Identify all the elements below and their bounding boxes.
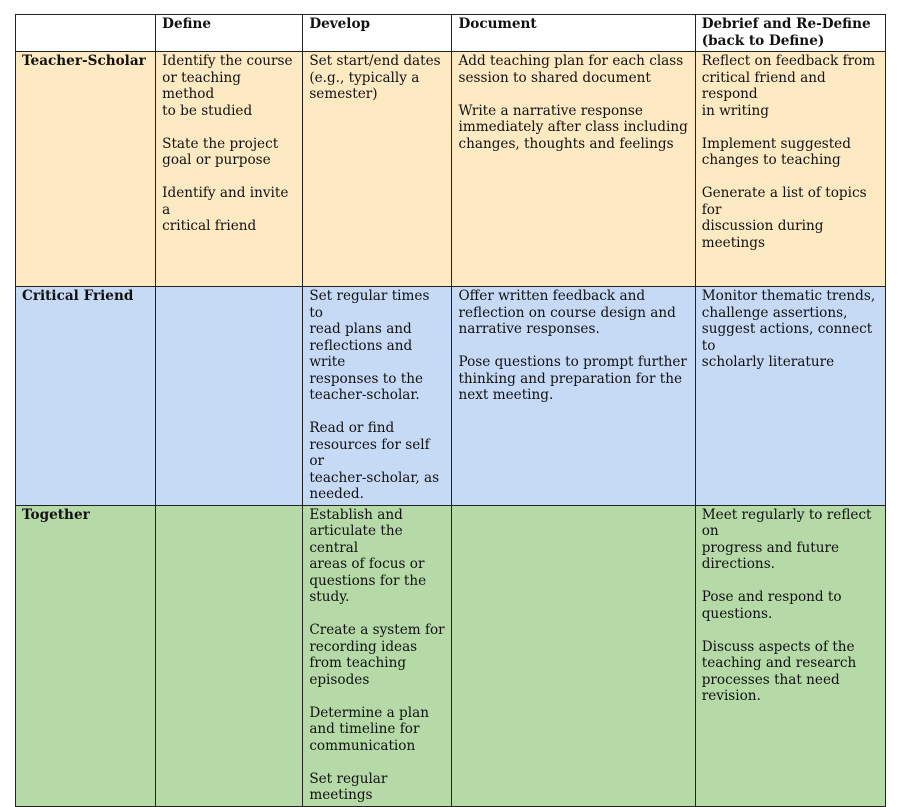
cell-together-debrief: Meet regularly to reflect on progress and future directions. Pose and respond to questions. Discuss aspects of the teaching and research processes that need revision. [695, 505, 885, 806]
cell-together-define [156, 505, 303, 806]
table-row-teacher-scholar [16, 52, 886, 287]
cell-teacher-scholar-document: Add teaching plan for each class session to shared document Write a narrative response immediately after class including changes, thoughts and feelings [452, 52, 695, 287]
cell-critical-friend-define [156, 287, 303, 506]
header-develop: Develop [303, 15, 452, 52]
cell-teacher-scholar-define: Identify the course or teaching method to be studied State the project goal or purpose Identify and invite a critical friend [156, 52, 303, 287]
table-row-critical-friend [16, 287, 886, 506]
row-label-together: Together [16, 505, 156, 806]
row-label-teacher-scholar: Teacher-Scholar [16, 52, 156, 287]
cell-together-document [452, 505, 695, 806]
cell-critical-friend-debrief: Monitor thematic trends, challenge assertions, suggest actions, connect to scholarly literature [695, 287, 885, 506]
header-document: Document [452, 15, 695, 52]
header-debrief-redefine: Debrief and Re-Define (back to Define) [695, 15, 885, 52]
cell-critical-friend-develop: Set regular times to read plans and reflections and write responses to the teacher-scholar. Read or find resources for self or teacher-scholar, as needed. [303, 287, 452, 506]
cell-teacher-scholar-develop: Set start/end dates (e.g., typically a semester) [303, 52, 452, 287]
cell-together-develop: Establish and articulate the central areas of focus or questions for the study. Create a system for recording ideas from teaching episodes Determine a plan and timeline for communication Set regular meetings [303, 505, 452, 806]
cell-critical-friend-document: Offer written feedback and reflection on course design and narrative responses. Pose questions to prompt further thinking and preparation for the next meeting. [452, 287, 695, 506]
header-define: Define [156, 15, 303, 52]
row-label-critical-friend: Critical Friend [16, 287, 156, 506]
framework-table-container [15, 14, 886, 807]
header-row [16, 15, 886, 52]
table-row-together [16, 505, 886, 806]
header-corner-cell [16, 15, 156, 52]
framework-table [15, 14, 886, 807]
cell-teacher-scholar-debrief: Reflect on feedback from critical friend and respond in writing Implement suggested changes to teaching Generate a list of topics for discussion during meetings [695, 52, 885, 287]
